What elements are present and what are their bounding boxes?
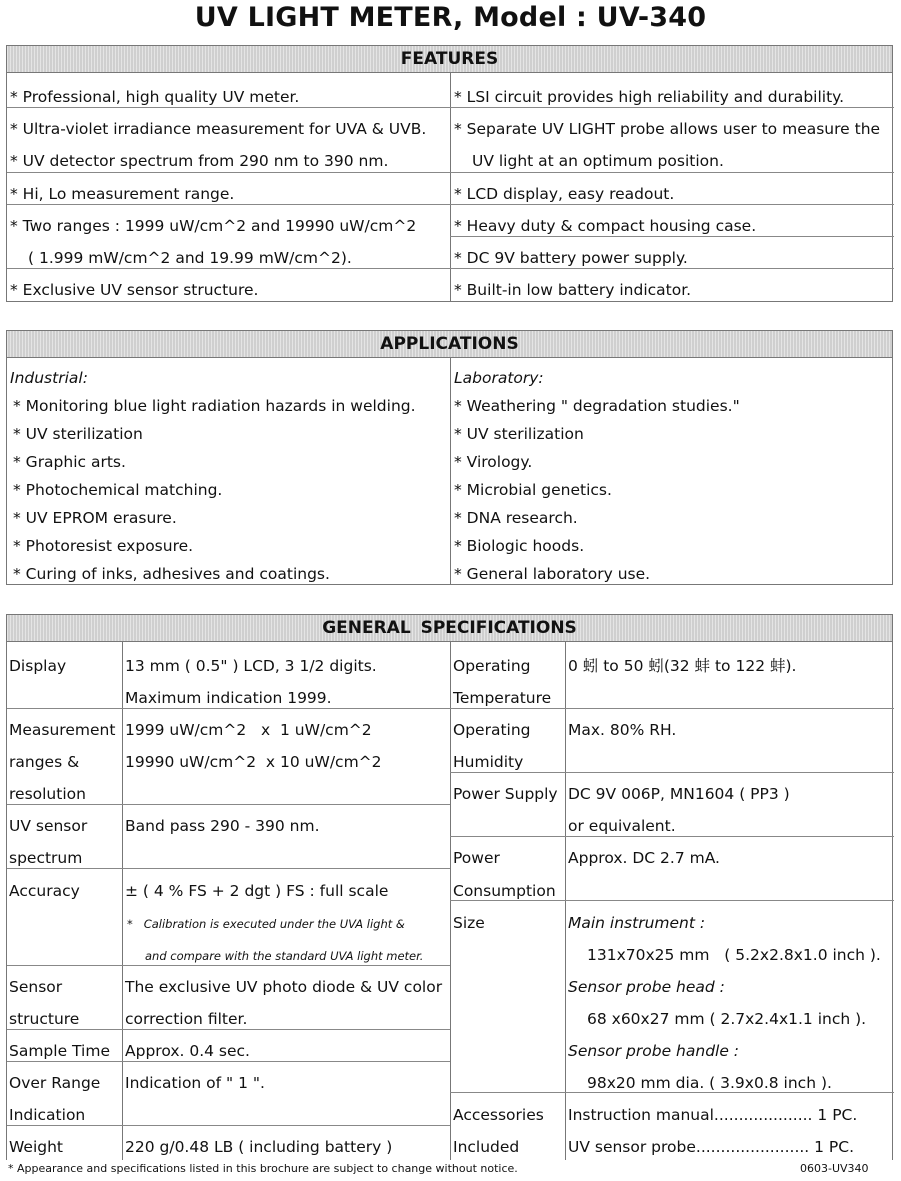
- spec-value-optemp: 0 蚓 to 50 蚓(32 蚌 to 122 蚌).: [568, 657, 797, 675]
- spec-value-accuracy: ± ( 4 % FS + 2 dgt ) FS : full scale: [125, 882, 389, 900]
- applications-divider: [450, 357, 451, 584]
- spec-value-ranges: 19990 uW/cm^2 x 10 uW/cm^2: [125, 753, 382, 771]
- feature-item: * Professional, high quality UV meter.: [10, 88, 300, 106]
- spec-label-structure: Sensor: [9, 978, 63, 996]
- application-item: * Weathering " degradation studies.": [454, 397, 740, 415]
- spec-value-ranges: 1999 uW/cm^2 x 1 uW/cm^2: [125, 721, 372, 739]
- spec-accuracy-note: and compare with the standard UVA light meter.: [145, 949, 424, 963]
- application-item: * Graphic arts.: [13, 453, 126, 471]
- spec-label-overrange: Indication: [9, 1106, 86, 1124]
- spec-value-accessories: Instruction manual.................... 1 PC.: [568, 1106, 858, 1124]
- spec-value-consumption: Approx. DC 2.7 mA.: [568, 849, 720, 867]
- spec-label-ophum: Operating: [453, 721, 531, 739]
- spec-label-ranges: resolution: [9, 785, 86, 803]
- feature-item: * Ultra-violet irradiance measurement for UVA & UVB.: [10, 120, 427, 138]
- feature-item: * Separate UV LIGHT probe allows user to measure the: [454, 120, 881, 138]
- spec-label-spectrum: UV sensor: [9, 817, 88, 835]
- spec-size-heading: Sensor probe handle :: [568, 1042, 740, 1060]
- spec-label-optemp: Operating: [453, 657, 531, 675]
- page-title: UV LIGHT METER, Model : UV-340: [194, 2, 707, 33]
- application-item: * UV sterilization: [454, 425, 584, 443]
- spec-value-display: 13 mm ( 0.5" ) LCD, 3 1/2 digits.: [125, 657, 377, 675]
- applications-heading: APPLICATIONS: [7, 331, 892, 358]
- spec-size-value: 98x20 mm dia. ( 3.9x0.8 inch ).: [587, 1074, 832, 1092]
- feature-item: ( 1.999 mW/cm^2 and 19.99 mW/cm^2).: [28, 249, 352, 267]
- spec-label-spectrum: spectrum: [9, 849, 83, 867]
- feature-item: * Two ranges : 1999 uW/cm^2 and 19990 uW/cm^2: [10, 217, 417, 235]
- feature-item: * Built-in low battery indicator.: [454, 281, 692, 299]
- spec-label-weight: Weight: [9, 1138, 64, 1156]
- spec-label-accessories: Included: [453, 1138, 520, 1156]
- application-item: * UV sterilization: [13, 425, 143, 443]
- spec-label-ranges: ranges &: [9, 753, 80, 771]
- spec-label-ophum: Humidity: [453, 753, 524, 771]
- spec-label-sample: Sample Time: [9, 1042, 110, 1060]
- spec-size-heading: Main instrument :: [568, 914, 706, 932]
- spec-value-spectrum: Band pass 290 - 390 nm.: [125, 817, 320, 835]
- feature-item: * Exclusive UV sensor structure.: [10, 281, 259, 299]
- spec-label-structure: structure: [9, 1010, 80, 1028]
- application-item: * Curing of inks, adhesives and coatings.: [13, 565, 330, 583]
- spec-label-accuracy: Accuracy: [9, 882, 80, 900]
- spec-label-ranges: Measurement: [9, 721, 116, 739]
- spec-value-overrange: Indication of " 1 ".: [125, 1074, 265, 1092]
- spec-accuracy-note: * Calibration is executed under the UVA light &: [127, 917, 405, 931]
- spec-size-value: 68 x60x27 mm ( 2.7x2.4x1.1 inch ).: [587, 1010, 867, 1028]
- spec-label-size: Size: [453, 914, 485, 932]
- specifications-section: [6, 614, 893, 1160]
- spec-label-overrange: Over Range: [9, 1074, 101, 1092]
- spec-label-optemp: Temperature: [453, 689, 552, 707]
- application-item: * Photochemical matching.: [13, 481, 223, 499]
- feature-item: * Heavy duty & compact housing case.: [454, 217, 757, 235]
- spec-label-display: Display: [9, 657, 67, 675]
- spec-value-display: Maximum indication 1999.: [125, 689, 332, 707]
- spec-size-value: 131x70x25 mm ( 5.2x2.8x1.0 inch ).: [587, 946, 881, 964]
- application-item: * Virology.: [454, 453, 533, 471]
- application-item: * Photoresist exposure.: [13, 537, 194, 555]
- applications-industrial-title: Industrial:: [10, 369, 88, 387]
- application-item: * Monitoring blue light radiation hazards in welding.: [13, 397, 416, 415]
- feature-item: * DC 9V battery power supply.: [454, 249, 688, 267]
- feature-item: * Hi, Lo measurement range.: [10, 185, 235, 203]
- feature-item: * UV detector spectrum from 290 nm to 390 nm.: [10, 152, 389, 170]
- application-item: * General laboratory use.: [454, 565, 651, 583]
- application-item: * UV EPROM erasure.: [13, 509, 177, 527]
- spec-value-sample: Approx. 0.4 sec.: [125, 1042, 250, 1060]
- spec-value-power: DC 9V 006P, MN1604 ( PP3 ): [568, 785, 790, 803]
- spec-value-accessories: UV sensor probe....................... 1 PC.: [568, 1138, 855, 1156]
- spec-value-power: or equivalent.: [568, 817, 676, 835]
- feature-item: UV light at an optimum position.: [472, 152, 724, 170]
- specifications-heading: GENERAL SPECIFICATIONS: [7, 615, 892, 642]
- spec-value-ophum: Max. 80% RH.: [568, 721, 677, 739]
- footer-note: * Appearance and specifications listed in this brochure are subject to change without notice.: [8, 1162, 518, 1175]
- features-section: [6, 45, 893, 302]
- application-item: * Biologic hoods.: [454, 537, 585, 555]
- feature-item: * LCD display, easy readout.: [454, 185, 675, 203]
- spec-value-structure: The exclusive UV photo diode & UV color: [125, 978, 443, 996]
- application-item: * DNA research.: [454, 509, 578, 527]
- spec-label-consumption: Consumption: [453, 882, 556, 900]
- spec-label-consumption: Power: [453, 849, 500, 867]
- spec-value-structure: correction filter.: [125, 1010, 248, 1028]
- spec-value-weight: 220 g/0.48 LB ( including battery ): [125, 1138, 393, 1156]
- footer-code: 0603-UV340: [800, 1162, 869, 1175]
- features-heading: FEATURES: [7, 46, 892, 73]
- feature-item: * LSI circuit provides high reliability and durability.: [454, 88, 845, 106]
- application-item: * Microbial genetics.: [454, 481, 612, 499]
- applications-section: [6, 330, 893, 585]
- applications-laboratory-title: Laboratory:: [454, 369, 544, 387]
- spec-size-heading: Sensor probe head :: [568, 978, 725, 996]
- spec-label-accessories: Accessories: [453, 1106, 544, 1124]
- spec-label-power: Power Supply: [453, 785, 558, 803]
